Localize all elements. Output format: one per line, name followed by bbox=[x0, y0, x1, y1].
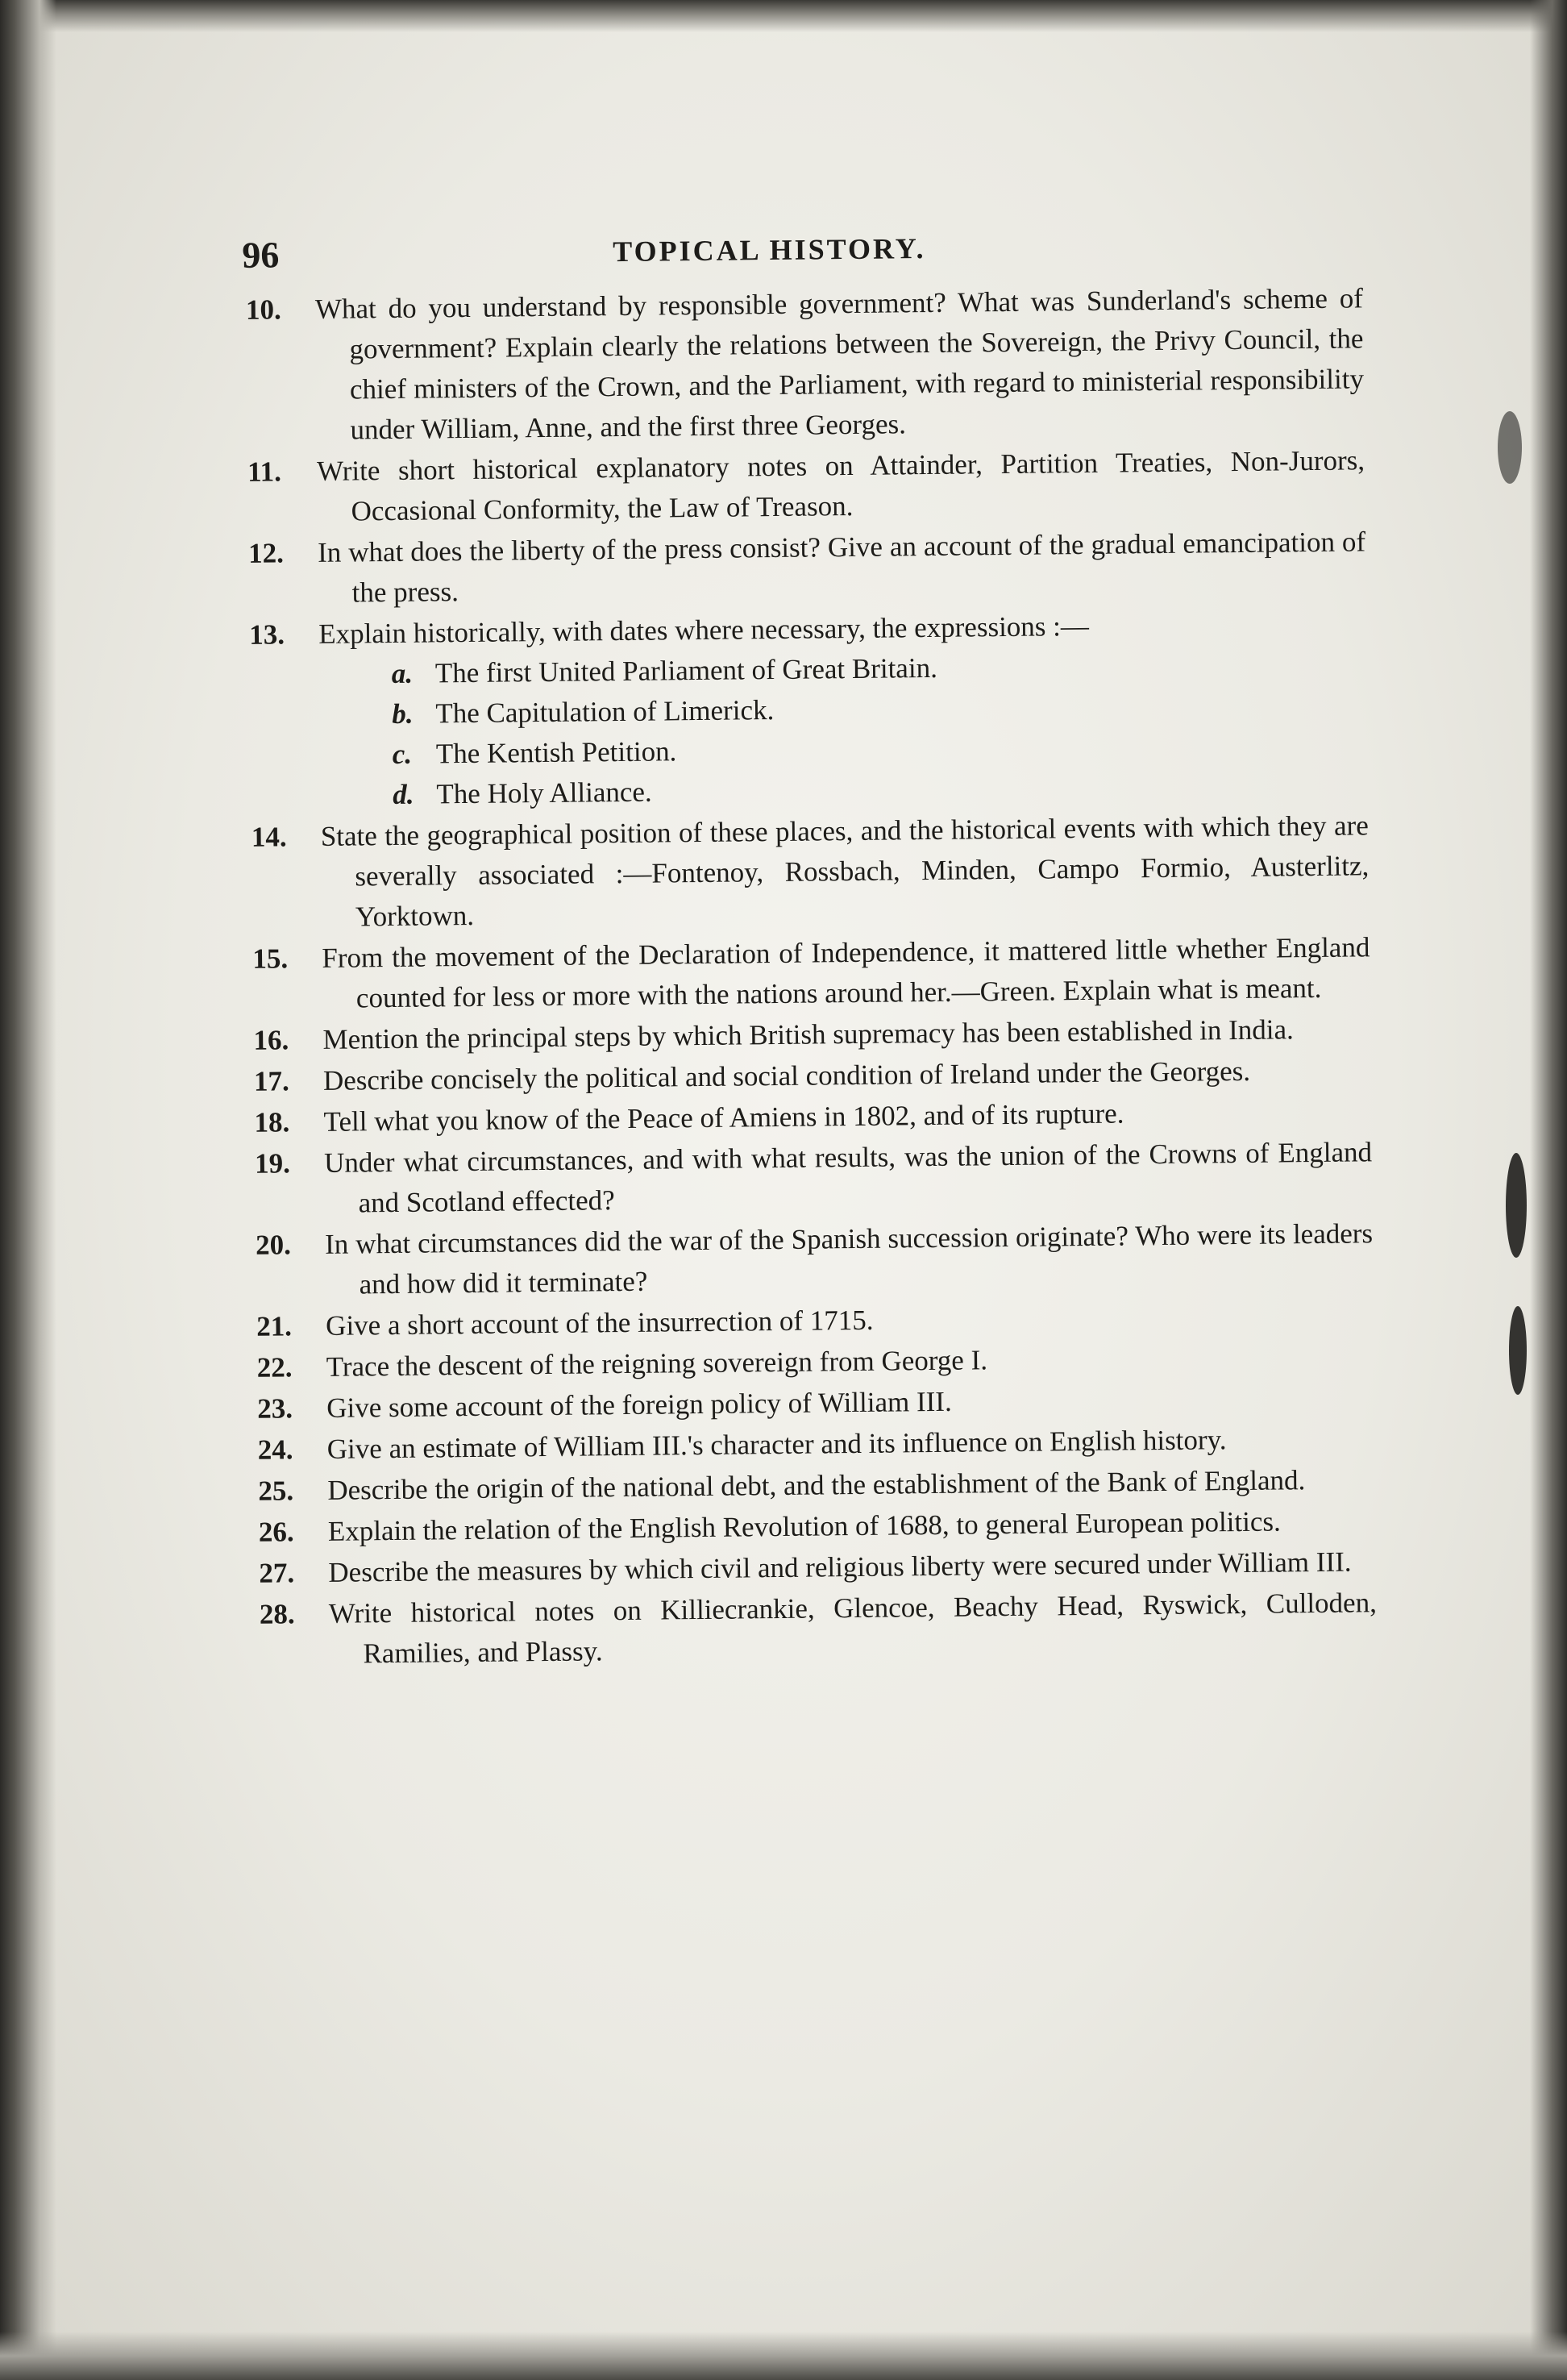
sub-item-text: The first United Parliament of Great Britain. bbox=[434, 651, 938, 689]
question-text: Explain the relation of the English Revolution of 1688, to general European politics. bbox=[327, 1505, 1281, 1547]
question-number: 10. bbox=[245, 293, 281, 326]
question-text: Tell what you know of the Peace of Amiens in 1802, and of its rupture. bbox=[323, 1097, 1124, 1138]
question-text: Give an estimate of William III.'s character and its influence on English history. bbox=[326, 1424, 1227, 1465]
running-title: TOPICAL HISTORY. bbox=[613, 232, 926, 268]
question-number: 16. bbox=[253, 1024, 289, 1056]
question-text: Trace the descent of the reigning sovereign from George I. bbox=[326, 1344, 988, 1383]
scan-edge-bottom bbox=[0, 2332, 1567, 2380]
sub-item-list bbox=[318, 643, 1368, 816]
question-number: 15. bbox=[252, 942, 289, 975]
question-text: Give some account of the foreign policy of William III. bbox=[326, 1385, 952, 1424]
question-text: Mention the principal steps by which British supremacy has been established in India. bbox=[322, 1013, 1294, 1055]
question-number: 21. bbox=[256, 1310, 293, 1342]
question-text: Give a short account of the insurrection of 1715. bbox=[325, 1304, 874, 1342]
question-list bbox=[235, 278, 1378, 1675]
question-number: 12. bbox=[247, 537, 285, 569]
question-number: 24. bbox=[257, 1433, 293, 1466]
question-number: 26. bbox=[258, 1516, 294, 1548]
question-text: In what circumstances did the war of the Spanish succession originate? Who were its leaders and how did it terminate? bbox=[324, 1217, 1374, 1300]
question-number: 19. bbox=[254, 1147, 291, 1180]
question-number: 18. bbox=[254, 1106, 290, 1138]
question-number: 20. bbox=[255, 1229, 292, 1261]
question-number: 11. bbox=[247, 456, 282, 488]
scan-edge-top bbox=[0, 0, 1567, 32]
sub-item-text: The Capitulation of Limerick. bbox=[435, 694, 775, 730]
question-number: 27. bbox=[259, 1557, 295, 1589]
question-item bbox=[240, 805, 1370, 938]
question-text: Under what circumstances, and with what results, was the union of the Crowns of England and Scotland effected? bbox=[323, 1136, 1373, 1219]
question-item bbox=[235, 278, 1365, 451]
sub-item-letter: a. bbox=[391, 657, 414, 689]
question-number: 13. bbox=[249, 618, 285, 651]
question-text: What do you understand by responsible government? What was Sunderland's scheme of government? Explain clearly the relations between the Sovereign, the Privy Council, the chief ministers of the Crown, and the Parliament, with regard to ministerial responsibility under William, Anne, and the first three Georges. bbox=[314, 282, 1365, 446]
sub-item-letter: d. bbox=[393, 778, 414, 810]
sub-item-text: The Kentish Petition. bbox=[435, 735, 677, 770]
question-text: Write short historical explanatory notes on Attainder, Partition Treaties, Non-Jurors, Occasional Conformity, the Law of Treason. bbox=[316, 444, 1365, 527]
question-text: State the geographical position of these places, and the historical events with which they are severally associated :—Fontenoy, Rossbach, Minden, Campo Formio, Austerlitz, Yorktown. bbox=[320, 809, 1370, 933]
question-item bbox=[248, 1583, 1378, 1675]
question-item bbox=[243, 1132, 1373, 1225]
page-number: 96 bbox=[242, 234, 280, 276]
sub-item-text: The Holy Alliance. bbox=[436, 776, 652, 810]
question-number: 23. bbox=[257, 1392, 293, 1425]
question-text: Write historical notes on Killiecrankie, Glencoe, Beachy Head, Ryswick, Culloden, Ramilies, and Plassy. bbox=[328, 1587, 1378, 1670]
question-number: 17. bbox=[253, 1065, 289, 1097]
ink-smudge bbox=[1498, 411, 1522, 484]
question-text: Describe the origin of the national debt, and the establishment of the Bank of England. bbox=[327, 1464, 1306, 1506]
question-item bbox=[244, 1213, 1374, 1306]
question-text: Describe the measures by which civil and religious liberty were secured under William III. bbox=[328, 1546, 1352, 1588]
question-item bbox=[241, 927, 1370, 1020]
page-content bbox=[234, 222, 1378, 1676]
question-number: 22. bbox=[256, 1351, 293, 1383]
sub-item-letter: c. bbox=[392, 738, 413, 770]
ink-smudge bbox=[1509, 1306, 1527, 1395]
question-text: Explain historically, with dates where necessary, the expressions :— bbox=[318, 610, 1090, 650]
ink-smudge bbox=[1506, 1153, 1527, 1258]
question-item bbox=[236, 440, 1365, 533]
question-number: 14. bbox=[251, 821, 287, 853]
question-number: 25. bbox=[258, 1475, 294, 1507]
question-text: From the movement of the Declaration of Independence, it mattered little whether England counted for less or more with the nations around her.—Green. Explain what is meant. bbox=[322, 931, 1370, 1014]
question-text: Describe concisely the political and social condition of Ireland under the Georges. bbox=[322, 1055, 1251, 1096]
sub-item-letter: b. bbox=[392, 697, 414, 730]
question-item bbox=[238, 603, 1369, 817]
question-number: 28. bbox=[259, 1598, 295, 1630]
scan-edge-left bbox=[0, 0, 56, 2380]
question-item bbox=[237, 522, 1366, 614]
scan-edge-right bbox=[1530, 0, 1567, 2380]
question-text: In what does the liberty of the press consist? Give an account of the gradual emancipation of the press. bbox=[317, 526, 1366, 609]
